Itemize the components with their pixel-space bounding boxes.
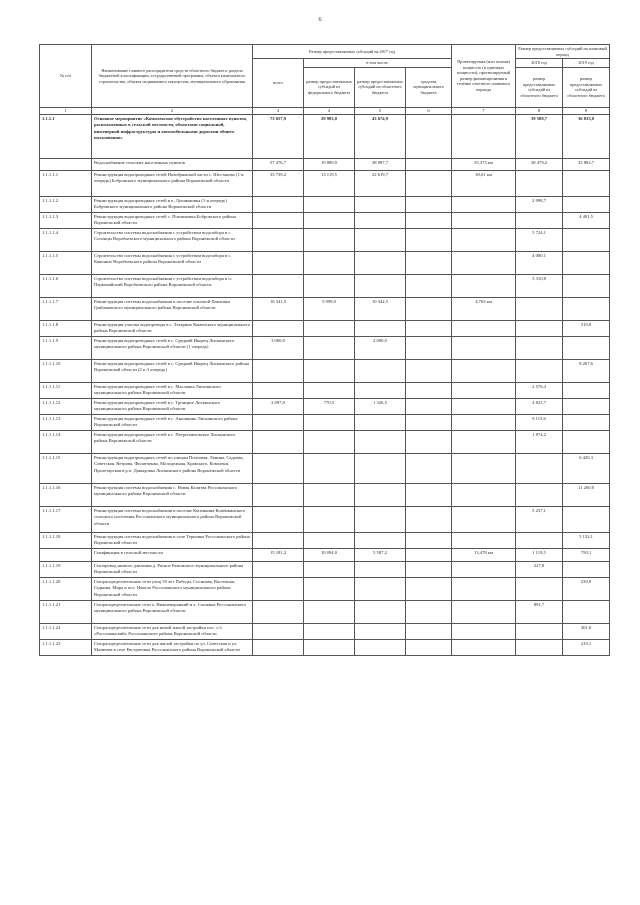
table-row [40,229,610,252]
row-2018 [516,213,563,229]
col-number: 1 [40,107,92,114]
row-power: 4,763 км [452,298,516,321]
row-name: Реконструкция водопроводных сетей с. Пчелиновка Бобровского района Воронежской области [92,213,253,229]
page-number: 6 [318,17,322,23]
row-code: 1.1.1.1.9 [40,337,92,360]
header-2018: 2018 год [516,59,563,68]
col-number: 7 [452,107,516,114]
row-total [253,360,304,383]
row-reg: 1 326,5 [355,399,406,415]
row-power [452,383,516,399]
row-name: Строительство системы водоснабжения с устройством водозабора в с. Солонцы Воробьевского муниципального района Воронежской области [92,229,253,252]
row-fed: 29 983,0 [304,115,355,159]
row-fed [304,229,355,252]
row-reg [355,275,406,298]
row-2019 [563,337,610,360]
row-power: 35,373 км [452,159,516,171]
row-fed [304,197,355,213]
table-row [40,578,610,601]
row-reg [355,578,406,601]
row-power [452,337,516,360]
row-total: 3 000,0 [253,337,304,360]
row-code: 1.1.1.1.13 [40,415,92,431]
row-code: 1.1.1.1.2 [40,197,92,213]
table-header [40,45,610,115]
row-mun [406,337,452,360]
row-mun [406,454,452,484]
col-number: 2 [92,107,253,114]
row-2018 [516,298,563,321]
table-row [40,454,610,484]
row-power [452,197,516,213]
table-row [40,115,610,159]
row-total [253,562,304,578]
row-power [452,578,516,601]
row-2018: 1 119,5 [516,549,563,562]
row-power [452,431,516,454]
row-reg: 10 342,5 [355,298,406,321]
row-power [452,533,516,549]
row-2018 [516,337,563,360]
row-2018: 2 576,4 [516,383,563,399]
row-2019 [563,252,610,275]
row-mun [406,431,452,454]
row-fed: 10 094,0 [304,549,355,562]
row-code: 1.1.1.1 [40,115,92,159]
row-power [452,624,516,640]
header-name: Наименование главного распорядителя средств областного бюджета, раздела бюджетной классификации, государственной программы, объекта капитального строительства, объекта недвижимого имущества, муниципального образования [92,45,253,108]
row-reg [355,360,406,383]
row-2019: 750,1 [563,549,610,562]
row-fed [304,454,355,484]
row-code: 1.1.1.1.10 [40,360,92,383]
row-2019 [563,275,610,298]
row-2018: 39 588,7 [516,115,563,159]
row-code: 1.1.1.1.22 [40,624,92,640]
row-total [253,507,304,533]
row-total [253,197,304,213]
header-2018-sub: размер предоставляемых субсидий из областного бюджета [516,67,563,107]
row-mun [406,507,452,533]
row-power: 30,61 км [452,171,516,197]
row-2019: 301,0 [563,624,610,640]
row-reg [355,252,406,275]
row-mun [406,159,452,171]
row-power [452,601,516,624]
row-name: Реконструкция системы водоснабжения с. Новая Калитва Россошанского муниципального района Воронежской области [92,484,253,507]
row-mun [406,383,452,399]
row-reg [355,624,406,640]
row-name: Газопровод низкого давления д. Ратное Рамонского муниципального района Воронежской области [92,562,253,578]
row-code [40,159,92,171]
row-fed [304,624,355,640]
row-fed [304,533,355,549]
row-fed [304,640,355,656]
table-row [40,640,610,656]
header-2019: 2019 год [563,59,610,68]
row-mun [406,229,452,252]
row-fed [304,383,355,399]
row-reg [355,197,406,213]
row-name: Реконструкция водопроводных сетей в с. Аношкино Лискинского района Воронежской области [92,415,253,431]
row-2019 [563,507,610,533]
table-row [40,321,610,337]
row-2019 [563,601,610,624]
row-code: 1.1.1.1.3 [40,213,92,229]
row-code: 1.1.1.1.23 [40,640,92,656]
row-total: 16 341,5 [253,298,304,321]
row-2018: 1 874,2 [516,431,563,454]
row-2018 [516,640,563,656]
col-number: 4 [304,107,355,114]
row-reg [355,640,406,656]
table-row [40,484,610,507]
row-total [253,275,304,298]
row-2018: 4 080,1 [516,252,563,275]
row-power [452,484,516,507]
row-fed: 5 999,0 [304,298,355,321]
row-total [253,383,304,399]
row-code: 1.1.1.1.5 [40,252,92,275]
row-name: Газораспределительные сети улиц 50 лет Победы, Сосновая, Вастечная, Гадкина, Мира в пос. Начало Россошанского муниципального района Воронежской области [92,578,253,601]
row-reg [355,229,406,252]
row-2019 [563,383,610,399]
row-name: Основное мероприятие «Комплексное обустройство населенных пунктов, расположенных в сельской местности, объектами социальной, инженерной инфраструктуры и автомобильными дорогами общего пользования» [92,115,253,159]
row-fed: 770,5 [304,399,355,415]
row-2019: 219,1 [563,640,610,656]
row-mun [406,533,452,549]
row-power [452,229,516,252]
row-total [253,578,304,601]
row-code: 1.1.1.1.7 [40,298,92,321]
row-total [253,533,304,549]
row-mun [406,624,452,640]
row-total: 57 476,7 [253,159,304,171]
row-mun [406,275,452,298]
row-total: 2 097,0 [253,399,304,415]
row-total: 73 657,9 [253,115,304,159]
row-2019: 6 420,3 [563,454,610,484]
table-row [40,360,610,383]
row-name: Газораспределительные сети для жилой застройки по ул. Советская и ул. Матвеева в селе Евстратовка Россошанского района Воронежской области [92,640,253,656]
row-name: Строительство системы водоснабжения с устройством водозабора в п. Первомайский Воробьевского района Воронежской области [92,275,253,298]
row-fed [304,484,355,507]
header-no: № п/п [40,45,92,108]
row-fed: 13 119,5 [304,171,355,197]
header-2019-sub: размер предоставляемых субсидий из областного бюджета [563,67,610,107]
row-total [253,415,304,431]
row-reg [355,213,406,229]
row-total: 15 181,2 [253,549,304,562]
row-total [253,640,304,656]
row-total [253,484,304,507]
row-2019 [563,415,610,431]
header-mun: средства муниципального бюджета [406,67,452,107]
row-name: Реконструкция системы водоснабжения в поселке Копенкина Копёнкинского сельского поселения Россошанского муниципального района Воронежской области [92,507,253,533]
row-total [253,454,304,484]
row-power [452,640,516,656]
row-reg: 5 587,2 [355,549,406,562]
subsidy-table [39,44,610,656]
header-total: всего [253,59,304,108]
row-2019: 8 267,6 [563,360,610,383]
row-code: 1.1.1.1.11 [40,383,92,399]
table-row [40,298,610,321]
row-2018 [516,321,563,337]
row-mun [406,578,452,601]
row-total [253,431,304,454]
row-reg [355,484,406,507]
table-row [40,549,610,562]
row-2019 [563,298,610,321]
table-row [40,415,610,431]
col-number: 3 [253,107,304,114]
row-2018 [516,454,563,484]
row-total [253,624,304,640]
row-reg [355,562,406,578]
row-reg: 2 000,0 [355,337,406,360]
row-2019: 36 833,0 [563,115,610,159]
row-reg [355,454,406,484]
row-code: 1.1.1.1.16 [40,484,92,507]
row-code: 1.1.1.1.21 [40,601,92,624]
row-2019: 230,0 [563,578,610,601]
row-2019 [563,431,610,454]
row-name: Газораспределительные сети х. Нижневоронкий и х. Сошенка Россошанского муниципального района Воронежской области [92,601,253,624]
row-power [452,321,516,337]
row-2019: 11 260,0 [563,484,610,507]
row-power [452,399,516,415]
row-2018: 2 998,7 [516,197,563,213]
row-2019 [563,197,610,213]
row-2019 [563,171,610,197]
table-row [40,431,610,454]
row-2018 [516,578,563,601]
row-reg [355,415,406,431]
row-power [452,360,516,383]
table-body [40,115,610,656]
row-fed: 19 889,0 [304,159,355,171]
row-2019 [563,399,610,415]
table-row [40,171,610,197]
row-code: 1.1.1.1.18 [40,533,92,549]
row-2018: 4 825,7 [516,399,563,415]
row-fed [304,360,355,383]
col-number: 8 [516,107,563,114]
row-name: Водоснабжение сельских населенных пунктов [92,159,253,171]
table-row [40,159,610,171]
row-fed [304,415,355,431]
row-code: 1.1.1.1.4 [40,229,92,252]
row-2019 [563,229,610,252]
row-2018: 38 479,2 [516,159,563,171]
row-2018 [516,484,563,507]
row-mun [406,562,452,578]
row-fed [304,601,355,624]
row-code: 1.1.1.1.1 [40,171,92,197]
header-reg: размер предоставляемых субсидий из областного бюджета [355,67,406,107]
row-mun [406,601,452,624]
row-mun [406,115,452,159]
row-fed [304,275,355,298]
row-code: 1.1.1.1.19 [40,562,92,578]
row-name: Реконструкция водопроводных сетей в с. Петропавловское Лискинского района Воронежской области [92,431,253,454]
table-row [40,383,610,399]
row-fed [304,213,355,229]
row-reg [355,431,406,454]
row-fed [304,507,355,533]
row-name: Реконструкция водопроводных сетей в с. Масловка Лискинского муниципального района Воронежской области [92,383,253,399]
row-2018 [516,533,563,549]
row-power [452,454,516,484]
row-name: Реконструкция водопроводных сетей в п. Лушниковка (1-я очередь) Бобровского муниципального района Воронежской области [92,197,253,213]
table-row [40,213,610,229]
row-reg: 43 674,9 [355,115,406,159]
row-power [452,415,516,431]
row-power [452,562,516,578]
row-total [253,321,304,337]
row-code: 1.1.1.1.17 [40,507,92,533]
row-2019: 4 491,5 [563,213,610,229]
row-reg [355,321,406,337]
row-power [452,213,516,229]
row-2018 [516,360,563,383]
row-reg: 22 619,7 [355,171,406,197]
row-mun [406,321,452,337]
row-code: 1.1.1.1.8 [40,321,92,337]
row-total [253,229,304,252]
row-fed [304,431,355,454]
header-power: Проектируемая (или полная) мощность (в единицах мощности); прогнозируемый размер финансирования в течение отчетного планового периода [452,45,516,108]
col-number: 6 [406,107,452,114]
row-reg [355,601,406,624]
row-power [452,252,516,275]
row-mun [406,640,452,656]
row-2018: 891,7 [516,601,563,624]
row-reg [355,507,406,533]
row-fed [304,252,355,275]
row-code: 1.1.1.1.12 [40,399,92,415]
row-name: Реконструкция системы водоснабжения в селе Терновка Россошанского района Воронежской области [92,533,253,549]
row-reg: 38 087,7 [355,159,406,171]
row-2019: 35 882,7 [563,159,610,171]
row-code [40,549,92,562]
row-power [452,115,516,159]
row-2018: 227,8 [516,562,563,578]
row-name: Газификация в сельской местности [92,549,253,562]
row-name: Реконструкция водопроводных сетей в с. Средний Икорец Лискинского муниципального района Воронежской области (1 очередь) [92,337,253,360]
row-power [452,507,516,533]
row-2019: 510,8 [563,321,610,337]
row-total [253,601,304,624]
row-mun [406,197,452,213]
table-row [40,562,610,578]
row-name: Реконструкция водопроводных сетей в с. Средний Икорец Лискинского района Воронежской области (2 и 3 очередь) [92,360,253,383]
row-mun [406,252,452,275]
table-row [40,507,610,533]
row-code: 1.1.1.1.15 [40,454,92,484]
row-total [253,252,304,275]
row-total [253,213,304,229]
row-name: Газораспределительные сети для новой жилой застройки пос. с/з «Россошанский» Россошанского района Воронежской области [92,624,253,640]
header-2017: Размер предоставляемых субсидий на 2017 год [253,45,452,59]
row-2018 [516,171,563,197]
col-number: 9 [563,107,610,114]
row-2018: 5 724,1 [516,229,563,252]
row-fed [304,321,355,337]
row-fed [304,578,355,601]
table-row [40,624,610,640]
row-code: 1.1.1.1.14 [40,431,92,454]
table-row [40,197,610,213]
row-name: Реконструкция водопроводных сетей в с. Троицкое Лискинского муниципального района Воронежской области [92,399,253,415]
table-row [40,399,610,415]
row-name: Реконструкция водопроводных сетей по улицам Почтовая, Ленина, Садовая, Советская, Ветрова, Филатченко, Молодежная, Кравского, Коваленя, Пролетарская в р.п. Давыдовка Лискинского района Воронежской области [92,454,253,484]
row-power [452,275,516,298]
col-number: 5 [355,107,406,114]
header-plan-period: Размер предоставляемых субсидий на плановый период [516,45,610,59]
table-row [40,337,610,360]
table-row [40,533,610,549]
row-mun [406,399,452,415]
row-reg [355,533,406,549]
row-2018 [516,624,563,640]
row-name: Строительство системы водоснабжения с устройством водозабора в с. Квашино Воробьевского района Воронежской области [92,252,253,275]
row-mun [406,484,452,507]
row-2019: 5 132,1 [563,533,610,549]
row-name: Реконструкция системы водоснабжения в поселке опытной Павловка Грибановского муниципального района Воронежской области [92,298,253,321]
row-name: Реконструкция участка водопровода в с. Татарино Каменского муниципального района Воронежской области [92,321,253,337]
row-total: 35 739,2 [253,171,304,197]
row-code: 1.1.1.1.20 [40,578,92,601]
row-reg [355,383,406,399]
row-mun [406,298,452,321]
table-row [40,601,610,624]
table-row [40,275,610,298]
row-name: Реконструкция водопроводных сетей Новобрянской части с. Шестаково (1-я очередь) Бобровского муниципального района Воронежской области [92,171,253,197]
row-mun [406,415,452,431]
header-incl: в том числе: [304,59,452,68]
row-mun [406,549,452,562]
row-2018: 8 115,6 [516,415,563,431]
row-fed [304,337,355,360]
row-2018: 3 310,8 [516,275,563,298]
row-2018: 5 237,1 [516,507,563,533]
row-power: 13,478 км [452,549,516,562]
row-2019 [563,562,610,578]
column-number-row [40,107,610,114]
row-mun [406,171,452,197]
row-mun [406,213,452,229]
header-fed: размер предоставляемых субсидий из федерального бюджета [304,67,355,107]
row-fed [304,562,355,578]
row-mun [406,360,452,383]
row-code: 1.1.1.1.6 [40,275,92,298]
table-row [40,252,610,275]
